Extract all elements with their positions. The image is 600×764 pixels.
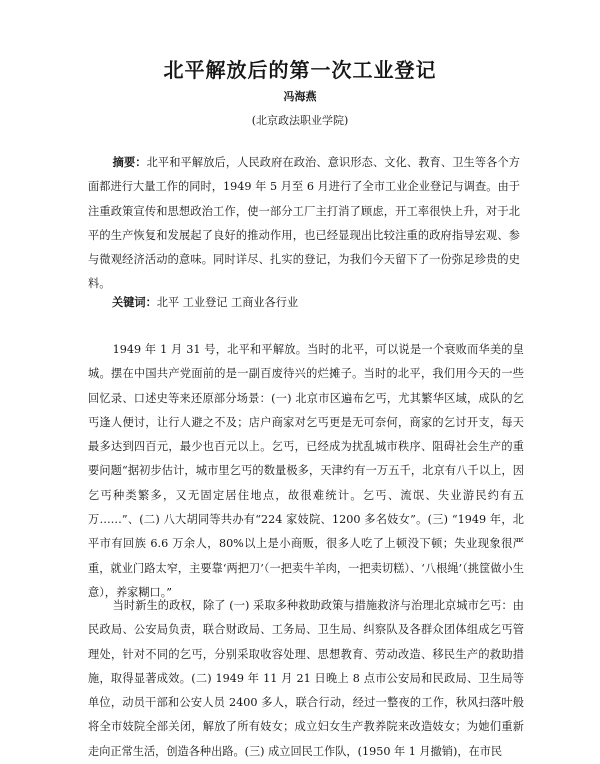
article-title: 北平解放后的第一次工业登记 <box>163 58 437 82</box>
keywords-label: 关键词： <box>112 296 157 309</box>
abstract <box>88 151 520 297</box>
keywords <box>112 294 298 310</box>
abstract-text: 北平和平解放后，人民政府在政治、意识形态、文化、教育、卫生等各个方面都进行大量工作的同时，1949 年 5 月至 6 月进行了全市工业企业登记与调查。由于注重政策宣传和思想政治工作，使一部分工厂主打消了顾虑，开工率很快上升，对于北平的生产恢复和发展起了良好的推动作用，也已经显现出比较注重的政府指导宏观、参与微观经济活动的意味。同时详尽、扎实的登记，为我们今天留下了一份弥足珍贵的史料。 <box>88 156 520 291</box>
author-affiliation: (北京政法职业学院) <box>251 114 349 127</box>
body-paragraph-2: 当时新生的政权，除了 (一) 采取多种救助政策与措施救济与治理北京城市乞丐：由民政局、公安局负责，联合财政局、工务局、卫生局、纠察队及各群众团体组成乞丐管理处，针对不同的乞丐，分别采取收容处理、思想教育、劳动改造、移民生产的救助措施，取得显著成效。(二) 1949 年 11 月 21 日晚上 8 点市公安局和民政局、卫生局等单位，动员干部和公安人员 2400 多人，联合行动，经过一整夜的工作，秋风扫落叶般将全市妓院全部关闭，解放了所有妓女；成立妇女生产教养院来改造妓女；为她们重新走向正常生活，创造各种出路。(三) 成立回民工作队，(1950 年 1 月撤销)，在市民 <box>88 599 524 758</box>
author-name: 冯海燕 <box>283 90 317 103</box>
abstract-label: 摘要： <box>112 156 147 169</box>
keywords-text: 北平 工业登记 工商业各行业 <box>156 296 299 309</box>
body-paragraph-1: 1949 年 1 月 31 号，北平和平解放。当时的北平，可以说是一个衰败而华美的皇城。摆在中国共产党面前的是一副百废待兴的烂摊子。当时的北平，我们用今天的一些回忆录、口述史等来还原部分场景：(一) 北京市区遍布乞丐，尤其繁华区域，成队的乞丐逢人便讨，让行人避之不及；店户商家对乞丐更是无可奈何，商家的乞讨开支，每天最多达到四百元，最少也百元以上。乞丐，已经成为扰乱城市秩序、阻碍社会生产的重要问题“据初步估计，城市里乞丐的数量极多，天津约有一万五千，北京有八千以上，因乞丐种类繁多，又无固定居住地点，故很难统计。乞丐、流氓、失业游民约有五万……”、(二) 八大胡同等共办有“224 家妓院、1200 多名妓女”。(三) “1949 年，北平市有回族 6.6 万余人，80%以上是小商贩，很多人吃了上顿没下顿；失业现象很严重，就业门路太窄，主要靠‘两把刀’（一把卖牛羊肉，一把卖切糕）、‘八根绳’（挑筐做小生意），养家糊口。” <box>88 343 524 599</box>
